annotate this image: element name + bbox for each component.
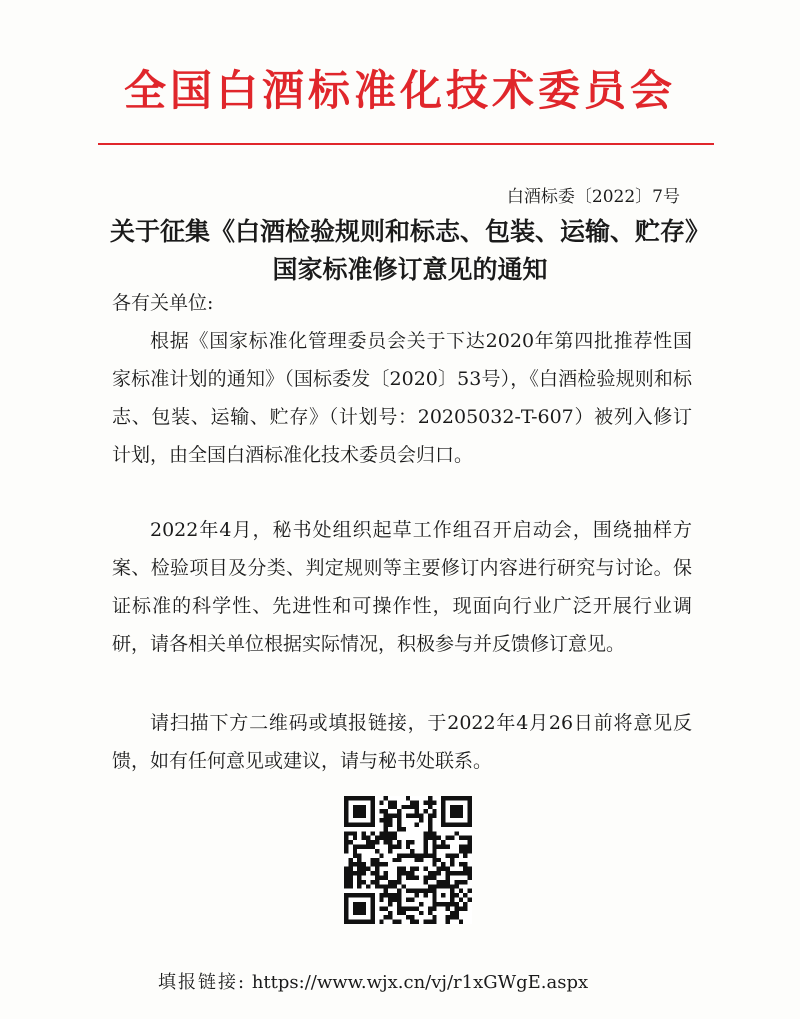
paragraph-progress: 2022年4月，秘书处组织起草工作组召开启动会，围绕抽样方案、检验项目及分类、判定规则等主要修订内容进行研究与讨论。保证标准的科学性、先进性和可操作性，现面向行业广泛开展行业调研，请各相关单位根据实际情况，积极参与并反馈修订意见。: [112, 519, 692, 655]
document-title: 关于征集《白酒检验规则和标志、包装、运输、贮存》国家标准修订意见的通知: [109, 217, 710, 284]
organization-name: 全国白酒标准化技术委员会: [123, 66, 676, 115]
document-number: 白酒标委〔2022〕7号: [506, 187, 680, 207]
paragraph-background: 根据《国家标准化管理委员会关于下达2020年第四批推荐性国家标准计划的通知》（国标委发〔2020〕53号），《白酒检验规则和标志、包装、运输、贮存》（计划号：20205032-T-607）被列入修订计划，由全国白酒标准化技术委员会归口。: [112, 330, 692, 466]
salutation: 各有关单位:: [112, 292, 214, 314]
link-label: 填报链接:: [158, 972, 247, 993]
link-line: [158, 968, 588, 994]
qr-code-icon[interactable]: [344, 796, 472, 924]
survey-link[interactable]: https://www.wjx.cn/vj/r1xGWgE.aspx: [251, 972, 589, 993]
header-divider: [98, 143, 714, 145]
paragraph-instructions: 请扫描下方二维码或填报链接，于2022年4月26日前将意见反馈，如有任何意见或建议，请与秘书处联系。: [112, 712, 692, 772]
